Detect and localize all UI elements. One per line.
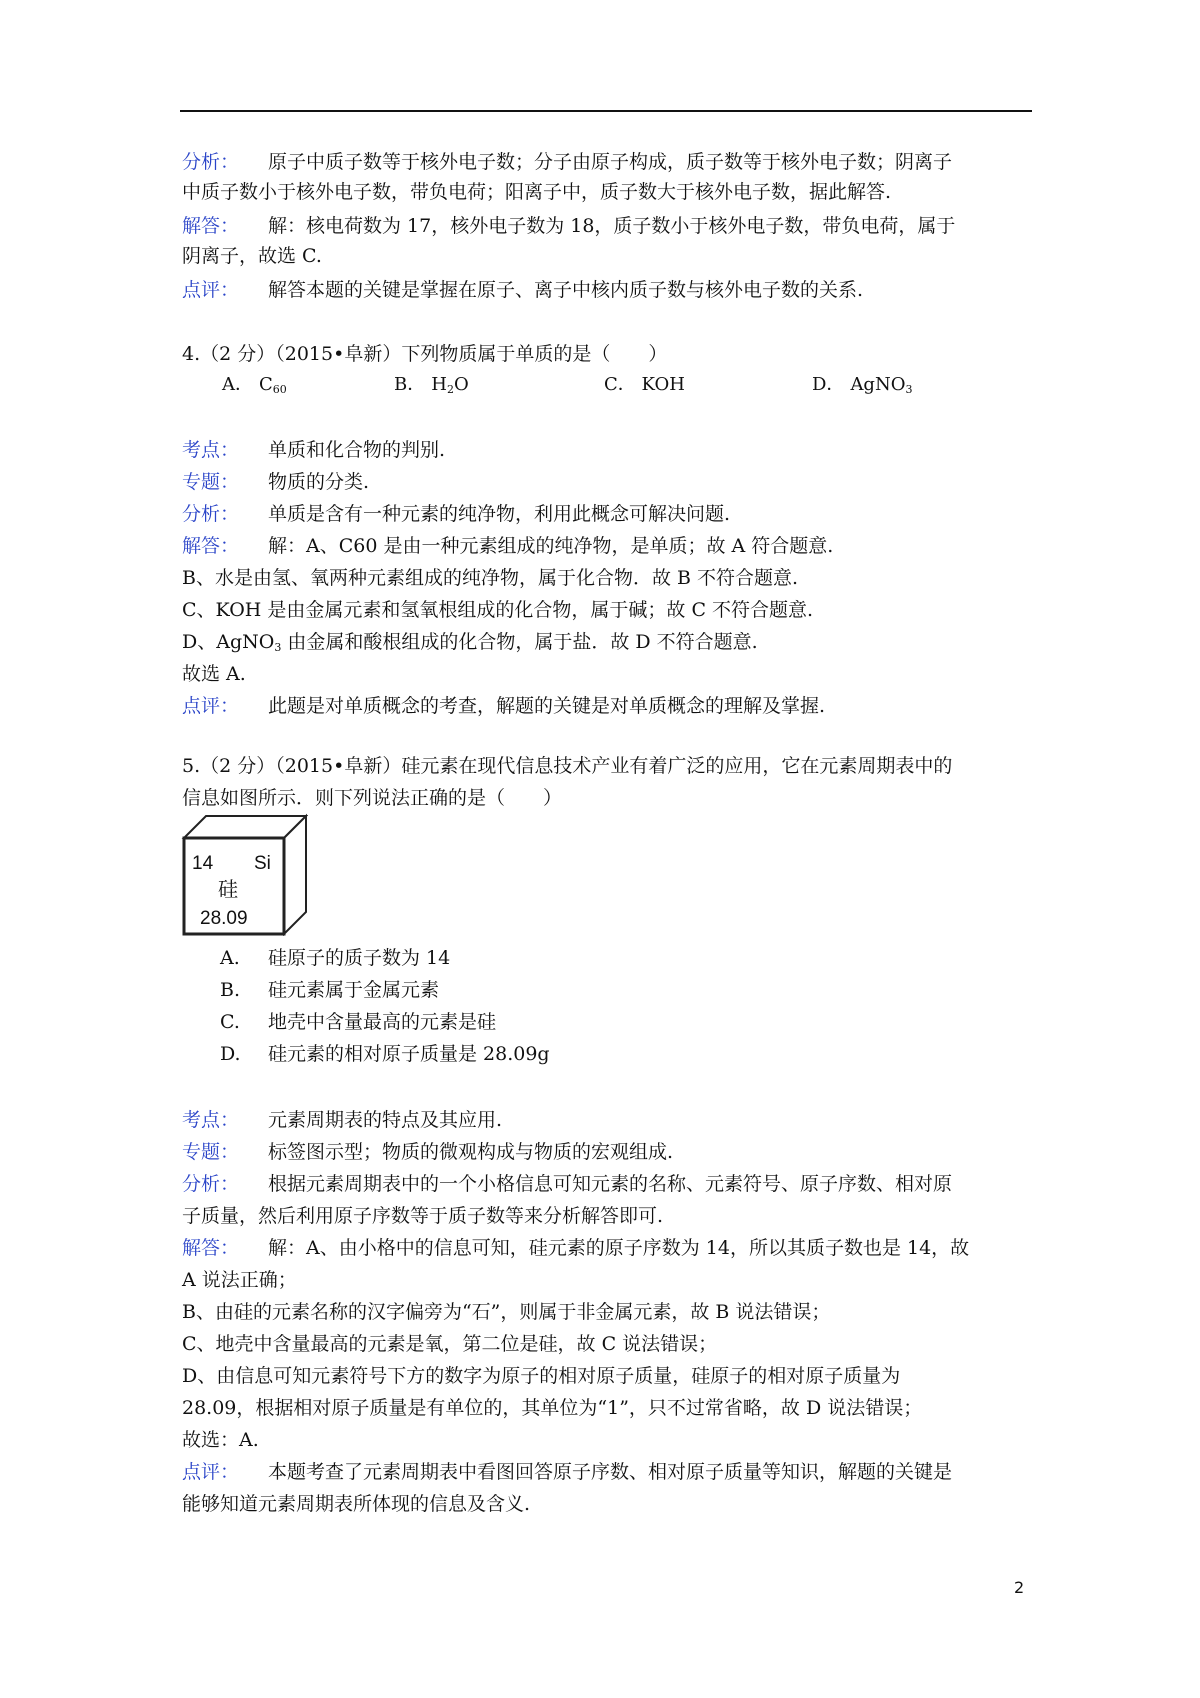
q4-analysis-line: 分析： 单质是含有一种元素的纯净物，利用此概念可解决问题. (182, 498, 730, 530)
q3-answer-line-2: 阴离子，故选 C. (182, 245, 322, 267)
q4-topic-line: 专题： 物质的分类. (182, 466, 369, 498)
q5-point-line: 考点： 元素周期表的特点及其应用. (182, 1104, 502, 1136)
q5-option-c: C. 地壳中含量最高的元素是硅 (220, 1011, 497, 1033)
q5-option-a: A. 硅原子的质子数为 14 (220, 947, 451, 969)
label-comment: 点评： (182, 695, 240, 717)
q4-option-a: A． $C_{60}$ (222, 374, 287, 396)
q3-comment-line: 点评： 解答本题的关键是掌握在原子、离子中核内质子数与核外电子数的关系. (182, 274, 863, 306)
label-analysis: 分析： (182, 151, 240, 173)
header-rule (180, 110, 1032, 112)
label-answer: 解答： (182, 1237, 240, 1259)
q4-option-c: C． KOH (604, 374, 685, 395)
q5-answer-line-2: A 说法正确； (182, 1269, 297, 1291)
q4-option-d: D． AgNO$_3$ (812, 374, 913, 396)
q5-analysis-line-1: 分析： 根据元素周期表中的一个小格信息可知元素的名称、元素符号、原子序数、相对原 (182, 1168, 952, 1200)
label-comment: 点评： (182, 1461, 240, 1483)
element-name: 硅 (218, 877, 238, 901)
silicon-element-cell-figure (178, 812, 308, 936)
label-point: 考点： (182, 1109, 240, 1131)
label-point: 考点： (182, 439, 240, 461)
element-symbol: Si (254, 853, 271, 874)
atomic-mass: 28.09 (200, 908, 248, 929)
q4-answer-line-3: C、KOH 是由金属元素和氢氧根组成的化合物，属于碱；故 C 不符合题意. (182, 599, 814, 621)
q5-answer-line-4: C、地壳中含量最高的元素是氧，第二位是硅，故 C 说法错误； (182, 1333, 718, 1355)
cube-side-face (284, 816, 306, 934)
q5-answer-line-6: 28.09，根据相对原子质量是有单位的，其单位为“1”，只不过常省略，故 D 说法错误； (182, 1397, 923, 1419)
q5-topic-line: 专题： 标签图示型；物质的微观构成与物质的宏观组成. (182, 1136, 673, 1168)
q4-stem: 4.（2 分）（2015•阜新）下列物质属于单质的是（ ） (182, 343, 668, 365)
q5-option-b: B. 硅元素属于金属元素 (220, 979, 440, 1001)
q3-analysis-line-1: 分析： 原子中质子数等于核外电子数；分子由原子构成，质子数等于核外电子数；阴离子 (182, 146, 952, 178)
q5-option-d: D. 硅元素的相对原子质量是 28.09g (220, 1043, 550, 1065)
q5-answer-line-1: 解答： 解：A、由小格中的信息可知，硅元素的原子序数为 14，所以其质子数也是 14，故 (182, 1232, 969, 1264)
q4-option-b: B． $H_2O$ (394, 374, 469, 396)
label-analysis: 分析： (182, 1173, 240, 1195)
q3-answer-line-1: 解答： 解：核电荷数为 17，核外电子数为 18，质子数小于核外电子数，带负电荷，属于 (182, 210, 955, 242)
q4-comment-line: 点评： 此题是对单质概念的考查，解题的关键是对单质概念的理解及掌握. (182, 690, 825, 722)
label-comment: 点评： (182, 279, 240, 301)
q4-answer-line-4: D、AgNO$_3$ 由金属和酸根组成的化合物，属于盐．故 D 不符合题意. (182, 631, 758, 654)
q4-answer-line-2: B、水是由氢、氧两种元素组成的纯净物，属于化合物．故 B 不符合题意. (182, 567, 799, 589)
q4-answer-line-5: 故选 A. (182, 663, 246, 685)
label-topic: 专题： (182, 471, 240, 493)
q4-answer-line-1: 解答： 解：A、C60 是由一种元素组成的纯净物，是单质；故 A 符合题意. (182, 530, 833, 562)
label-answer: 解答： (182, 535, 240, 557)
q5-analysis-line-2: 子质量，然后利用原子序数等于质子数等来分析解答即可. (182, 1205, 664, 1227)
q5-stem-line-1: 5.（2 分）（2015•阜新）硅元素在现代信息技术产业有着广泛的应用，它在元素周期表中的 (182, 755, 953, 777)
page-number: 2 (1014, 1578, 1025, 1597)
q5-answer-line-3: B、由硅的元素名称的汉字偏旁为“石”，则属于非金属元素，故 B 说法错误； (182, 1301, 831, 1323)
q5-answer-line-7: 故选：A. (182, 1429, 259, 1451)
label-answer: 解答： (182, 215, 240, 237)
q5-answer-line-5: D、由信息可知元素符号下方的数字为原子的相对原子质量，硅原子的相对原子质量为 (182, 1365, 901, 1387)
q3-analysis-line-2: 中质子数小于核外电子数，带负电荷；阳离子中，质子数大于核外电子数，据此解答. (182, 181, 892, 203)
q4-point-line: 考点： 单质和化合物的判别. (182, 434, 445, 466)
q5-comment-line-1: 点评： 本题考查了元素周期表中看图回答原子序数、相对原子质量等知识，解题的关键是 (182, 1456, 952, 1488)
atomic-number: 14 (192, 853, 214, 874)
label-analysis: 分析： (182, 503, 240, 525)
label-topic: 专题： (182, 1141, 240, 1163)
q5-stem-line-2: 信息如图所示．则下列说法正确的是（ ） (182, 787, 563, 809)
q5-comment-line-2: 能够知道元素周期表所体现的信息及含义. (182, 1493, 531, 1515)
